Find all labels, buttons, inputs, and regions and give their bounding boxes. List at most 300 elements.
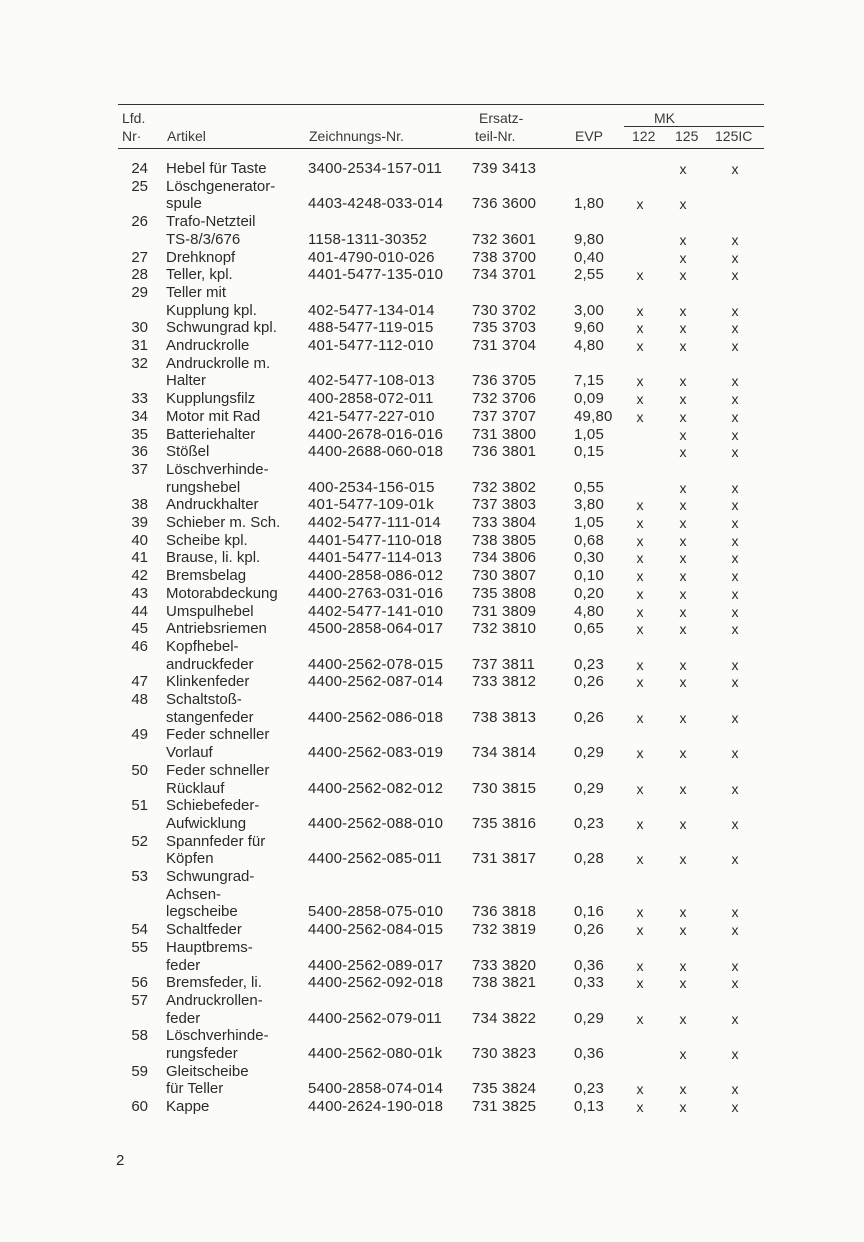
row-ersatzteil-nr: 736 3818 [472,903,537,921]
row-mk-125ic: x [731,1046,739,1062]
row-mk-125ic: x [731,1099,739,1116]
row-artikel-line: Vorlauf [166,744,213,762]
row-zeichnungs-nr: 4401-5477-110-018 [308,531,443,549]
row-evp: 1,05 [574,514,604,531]
row-mk-125: x [679,1099,687,1116]
row-mk-125: x [679,267,687,284]
row-mk-125: x [679,975,687,992]
row-ersatzteil-nr: 737 3803 [472,496,537,514]
header-mk-125: 125 [675,128,699,144]
row-ersatzteil-nr: 732 3802 [472,478,537,496]
row-mk-122: x [636,975,644,992]
row-artikel-line: Andruckrolle m. [166,354,271,372]
header-mk-125ic: 125IC [715,128,753,144]
row-mk-125: x [679,391,687,408]
row-number: 50 [131,761,148,779]
row-artikel-line: Kappe [166,1098,210,1116]
row-ersatzteil-nr: 731 3800 [472,425,537,443]
row-mk-125: x [679,568,687,585]
row-mk-125ic: x [731,249,739,266]
row-artikel-line: Achsen- [166,885,222,903]
header-artikel: Artikel [167,128,206,144]
row-artikel-line: Halter [166,372,207,390]
header-ersatz-line2: teil-Nr. [475,128,516,144]
row-evp: 3,00 [574,301,604,319]
row-zeichnungs-nr: 4400-2858-086-012 [308,567,444,585]
row-evp: 0,40 [574,248,604,266]
row-zeichnungs-nr: 401-4790-010-026 [308,248,435,266]
header-top-rule [118,104,764,105]
row-mk-122: x [636,338,644,354]
row-mk-125ic: x [731,674,739,691]
row-mk-125: x [679,479,687,496]
row-artikel-line: Bremsfeder, li. [166,974,262,992]
row-mk-125ic: x [731,267,739,284]
row-mk-125ic: x [731,585,739,602]
row-mk-122: x [636,1081,644,1098]
row-mk-125: x [679,302,687,319]
row-artikel-line: Klinkenfeder [166,673,250,691]
row-artikel-line: Motorabdeckung [166,584,278,602]
header-ersatz-line1: Ersatz- [479,110,524,126]
row-mk-125: x [679,904,687,921]
row-artikel-line: Kopfhebel- [166,637,239,655]
row-mk-125: x [679,1081,687,1098]
row-number: 47 [131,673,148,691]
row-mk-122: x [636,957,644,974]
row-mk-125ic: x [731,302,739,319]
row-zeichnungs-nr: 4400-2763-031-016 [308,584,444,602]
row-number: 46 [131,637,148,655]
row-artikel-line: rungsfeder [166,1045,238,1062]
row-artikel-line: Motor mit Rad [166,407,261,425]
row-number: 49 [131,726,148,744]
row-evp: 0,36 [574,956,604,974]
row-mk-125: x [679,338,687,354]
row-ersatzteil-nr: 731 3809 [472,602,537,620]
row-artikel-line: Andruckrollen- [166,991,263,1009]
row-evp: 0,20 [574,584,604,602]
row-zeichnungs-nr: 400-2534-156-015 [308,478,435,496]
row-mk-125ic: x [731,373,739,390]
row-number: 40 [131,531,148,549]
row-zeichnungs-nr: 4400-2562-080-01k [308,1045,443,1062]
row-evp: 0,15 [574,443,604,461]
row-mk-125ic: x [731,780,739,797]
row-artikel-line: legscheibe [166,903,238,921]
row-number: 35 [131,425,148,443]
row-zeichnungs-nr: 4500-2858-064-017 [308,620,444,638]
row-mk-125: x [679,621,687,638]
row-artikel-line: Spannfeder für [166,832,266,850]
row-number: 38 [131,496,148,514]
row-evp: 0,29 [574,744,604,762]
row-artikel-line: TS-8/3/676 [166,230,241,248]
row-evp: 4,80 [574,337,604,354]
row-zeichnungs-nr: 4400-2562-087-014 [308,673,444,691]
row-mk-125ic: x [731,550,739,567]
row-evp: 0,13 [574,1098,604,1116]
row-mk-122: x [636,408,644,425]
row-evp: 9,80 [574,230,604,248]
row-mk-125ic: x [731,231,739,248]
row-evp: 0,55 [574,478,604,496]
row-ersatzteil-nr: 735 3808 [472,584,537,602]
row-ersatzteil-nr: 734 3701 [472,266,537,284]
row-mk-125: x [679,161,687,177]
row-mk-125: x [679,603,687,620]
row-mk-125: x [679,249,687,266]
row-ersatzteil-nr: 736 3600 [472,195,537,213]
row-evp: 0,10 [574,567,604,585]
row-mk-122: x [636,585,644,602]
row-evp: 0,23 [574,655,604,673]
row-mk-125ic: x [731,745,739,762]
header-lfd-line2: Nr· [122,128,142,144]
row-number: 34 [131,407,148,425]
row-number: 45 [131,620,148,638]
row-mk-125ic: x [731,603,739,620]
row-artikel-line: Trafo-Netzteil [166,213,256,231]
row-evp: 0,23 [574,814,604,832]
row-mk-125: x [679,497,687,514]
row-mk-125ic: x [731,709,739,726]
row-zeichnungs-nr: 402-5477-134-014 [308,301,435,319]
row-mk-125ic: x [731,515,739,531]
row-mk-122: x [636,815,644,832]
row-artikel-line: spule [166,195,202,213]
row-number: 51 [131,797,148,815]
row-artikel-line: Stößel [166,443,210,461]
row-mk-122: x [636,532,644,549]
row-evp: 0,23 [574,1080,604,1098]
row-mk-122: x [636,851,644,868]
row-zeichnungs-nr: 4400-2562-088-010 [308,814,444,832]
row-number: 36 [131,443,148,461]
row-artikel-line: Feder schneller [166,761,270,779]
row-artikel-line: Bremsbelag [166,567,247,585]
row-zeichnungs-nr: 400-2858-072-011 [308,390,434,408]
row-mk-125: x [679,674,687,691]
row-zeichnungs-nr: 4401-5477-135-010 [308,266,444,284]
row-evp: 0,33 [574,974,604,992]
row-evp: 0,68 [574,531,604,549]
row-ersatzteil-nr: 738 3813 [472,708,537,726]
row-ersatzteil-nr: 738 3805 [472,531,537,549]
row-ersatzteil-nr: 734 3806 [472,549,537,567]
row-mk-125ic: x [731,426,739,443]
row-artikel-line: Löschgenerator- [166,177,276,195]
row-artikel-line: Brause, li. kpl. [166,549,261,567]
row-ersatzteil-nr: 730 3807 [472,567,537,585]
row-number: 54 [131,921,148,939]
row-mk-122: x [636,1099,644,1116]
row-mk-125: x [679,444,687,461]
row-mk-122: x [636,267,644,284]
row-mk-125ic: x [731,975,739,992]
row-number: 29 [131,283,148,301]
row-zeichnungs-nr: 401-5477-112-010 [308,337,434,354]
row-ersatzteil-nr: 731 3817 [472,850,537,868]
row-number: 44 [131,602,148,620]
row-artikel-line: Schaltfeder [166,921,242,939]
row-mk-122: x [636,709,644,726]
row-artikel-line: Löschverhinde- [166,460,269,478]
row-evp: 0,65 [574,620,604,638]
row-zeichnungs-nr: 4400-2562-084-015 [308,921,444,939]
row-mk-125ic: x [731,1010,739,1027]
row-evp: 49,80 [574,407,613,425]
row-mk-125: x [679,815,687,832]
row-mk-125ic: x [731,621,739,638]
header-bottom-rule [118,148,764,149]
row-number: 28 [131,266,148,284]
row-number: 59 [131,1062,148,1080]
row-evp: 0,29 [574,779,604,797]
row-number: 24 [131,160,148,177]
header-zeichnungs-nr: Zeichnungs-Nr. [309,128,404,144]
row-mk-125ic: x [731,320,739,337]
row-mk-125ic: x [731,532,739,549]
row-mk-125ic: x [731,479,739,496]
row-zeichnungs-nr: 1158-1311-30352 [308,230,428,248]
row-ersatzteil-nr: 730 3815 [472,779,537,797]
row-zeichnungs-nr: 5400-2858-075-010 [308,903,444,921]
row-mk-125: x [679,550,687,567]
row-artikel-line: Umspulhebel [166,602,254,620]
row-zeichnungs-nr: 4400-2562-092-018 [308,974,444,992]
row-mk-125: x [679,426,687,443]
row-number: 43 [131,584,148,602]
row-artikel-line: für Teller [166,1080,224,1098]
row-mk-125ic: x [731,815,739,832]
row-evp: 0,26 [574,921,604,939]
header-mk-122: 122 [632,128,656,144]
row-ersatzteil-nr: 738 3700 [472,248,537,266]
row-ersatzteil-nr: 735 3816 [472,814,537,832]
row-ersatzteil-nr: 734 3814 [472,744,537,762]
row-mk-125: x [679,408,687,425]
row-ersatzteil-nr: 731 3825 [472,1098,537,1116]
row-mk-125ic: x [731,957,739,974]
row-artikel-line: Batteriehalter [166,425,256,443]
row-artikel-line: Köpfen [166,850,214,868]
row-zeichnungs-nr: 402-5477-108-013 [308,372,435,390]
row-ersatzteil-nr: 730 3823 [472,1045,537,1062]
row-mk-125ic: x [731,904,739,921]
page-number: 2 [116,1152,125,1169]
row-mk-125: x [679,851,687,868]
header-evp: EVP [575,128,604,144]
row-mk-122: x [636,196,644,213]
row-evp: 0,16 [574,903,604,921]
row-mk-125: x [679,780,687,797]
mk-group-rule [624,126,764,127]
row-zeichnungs-nr: 4400-2562-083-019 [308,744,444,762]
row-evp: 2,55 [574,266,604,284]
row-ersatzteil-nr: 736 3801 [472,443,537,461]
row-ersatzteil-nr: 736 3705 [472,372,537,390]
row-artikel-line: feder [166,956,201,974]
row-mk-125: x [679,1046,687,1062]
row-artikel-line: Andruckhalter [166,496,259,514]
row-artikel-line: Löschverhinde- [166,1027,269,1045]
row-ersatzteil-nr: 739 3413 [472,160,537,177]
row-zeichnungs-nr: 401-5477-109-01k [308,496,434,514]
row-mk-125ic: x [731,391,739,408]
row-evp: 0,30 [574,549,604,567]
row-mk-125: x [679,1010,687,1027]
row-ersatzteil-nr: 732 3819 [472,921,537,939]
row-zeichnungs-nr: 4400-2562-086-018 [308,708,444,726]
row-mk-122: x [636,497,644,514]
row-mk-122: x [636,515,644,531]
row-artikel-line: Schieber m. Sch. [166,514,281,531]
row-zeichnungs-nr: 4400-2678-016-016 [308,425,444,443]
row-mk-122: x [636,904,644,921]
row-artikel-line: Schaltstoß- [166,691,242,708]
row-mk-125: x [679,515,687,531]
row-artikel-line: rungshebel [166,478,241,496]
row-zeichnungs-nr: 4401-5477-114-013 [308,549,443,567]
row-number: 41 [131,549,148,567]
row-number: 39 [131,514,148,531]
row-artikel-line: andruckfeder [166,655,254,673]
row-artikel-line: Feder schneller [166,726,270,744]
row-mk-122: x [636,550,644,567]
row-artikel-line: Schiebefeder- [166,797,260,815]
row-zeichnungs-nr: 421-5477-227-010 [308,407,435,425]
row-zeichnungs-nr: 4400-2688-060-018 [308,443,444,461]
row-mk-122: x [636,373,644,390]
row-zeichnungs-nr: 4400-2562-082-012 [308,779,444,797]
row-artikel-line: Aufwicklung [166,814,247,832]
row-evp: 1,05 [574,425,604,443]
row-number: 33 [131,390,148,408]
row-ersatzteil-nr: 734 3822 [472,1009,537,1027]
row-mk-125: x [679,656,687,673]
row-mk-125ic: x [731,444,739,461]
row-number: 27 [131,248,148,266]
row-mk-122: x [636,656,644,673]
row-artikel-line: feder [166,1009,201,1027]
row-mk-125ic: x [731,851,739,868]
row-evp: 0,36 [574,1045,604,1062]
row-mk-122: x [636,320,644,337]
row-artikel-line: Antriebsriemen [166,620,267,638]
row-number: 42 [131,567,148,585]
row-mk-125: x [679,532,687,549]
row-artikel-line: Schwungrad kpl. [166,319,277,337]
row-mk-122: x [636,780,644,797]
header-lfd-line1: Lfd. [122,110,146,126]
row-ersatzteil-nr: 733 3804 [472,514,537,531]
row-mk-122: x [636,745,644,762]
row-artikel-line: Hebel für Taste [166,160,267,177]
row-mk-125ic: x [731,338,739,354]
row-evp: 1,80 [574,195,604,213]
row-number: 30 [131,319,148,337]
row-number: 60 [131,1098,148,1116]
row-mk-122: x [636,621,644,638]
row-ersatzteil-nr: 737 3707 [472,407,537,425]
row-evp: 0,29 [574,1009,604,1027]
row-number: 26 [131,213,148,231]
row-mk-125: x [679,320,687,337]
row-ersatzteil-nr: 732 3810 [472,620,537,638]
row-zeichnungs-nr: 488-5477-119-015 [308,319,434,337]
row-artikel-line: stangenfeder [166,708,254,726]
row-ersatzteil-nr: 733 3820 [472,956,537,974]
row-ersatzteil-nr: 730 3702 [472,301,537,319]
row-zeichnungs-nr: 3400-2534-157-011 [308,160,443,177]
row-mk-125ic: x [731,568,739,585]
row-evp: 0,28 [574,850,604,868]
row-zeichnungs-nr: 4400-2562-085-011 [308,850,443,868]
header-mk: MK [654,110,675,126]
row-mk-125ic: x [731,497,739,514]
row-number: 37 [131,460,148,478]
row-mk-122: x [636,302,644,319]
row-mk-122: x [636,391,644,408]
row-artikel-line: Scheibe kpl. [166,531,248,549]
row-mk-125: x [679,585,687,602]
row-mk-125: x [679,196,687,213]
row-zeichnungs-nr: 4400-2562-089-017 [308,956,444,974]
row-mk-122: x [636,922,644,939]
row-number: 25 [131,177,148,195]
row-mk-122: x [636,1010,644,1027]
row-mk-125: x [679,957,687,974]
row-zeichnungs-nr: 4402-5477-111-014 [308,514,441,531]
row-number: 55 [131,938,148,956]
row-ersatzteil-nr: 735 3703 [472,319,537,337]
row-mk-125ic: x [731,1081,739,1098]
row-number: 32 [131,354,148,372]
row-mk-125: x [679,922,687,939]
row-number: 52 [131,832,148,850]
row-number: 53 [131,868,148,885]
row-artikel-line: Rücklauf [166,779,225,797]
row-mk-125: x [679,745,687,762]
row-artikel-line: Schwungrad- [166,868,255,885]
row-evp: 9,60 [574,319,604,337]
row-zeichnungs-nr: 4403-4248-033-014 [308,195,444,213]
row-number: 31 [131,337,148,354]
row-zeichnungs-nr: 4402-5477-141-010 [308,602,444,620]
row-number: 58 [131,1027,148,1045]
row-ersatzteil-nr: 732 3601 [472,230,537,248]
row-zeichnungs-nr: 4400-2562-079-011 [308,1009,443,1027]
row-ersatzteil-nr: 738 3821 [472,974,537,992]
row-number: 48 [131,691,148,708]
row-number: 57 [131,991,148,1009]
row-evp: 3,80 [574,496,604,514]
row-mk-122: x [636,603,644,620]
row-evp: 4,80 [574,602,604,620]
row-mk-125: x [679,709,687,726]
row-artikel-line: Teller, kpl. [166,266,233,284]
row-artikel-line: Hauptbrems- [166,938,253,956]
row-artikel-line: Gleitscheibe [166,1062,249,1080]
row-mk-125ic: x [731,656,739,673]
row-artikel-line: Teller mit [166,283,227,301]
row-artikel-line: Andruckrolle [166,337,250,354]
row-mk-125ic: x [731,408,739,425]
row-zeichnungs-nr: 4400-2624-190-018 [308,1098,444,1116]
row-mk-125ic: x [731,922,739,939]
row-evp: 0,09 [574,390,604,408]
